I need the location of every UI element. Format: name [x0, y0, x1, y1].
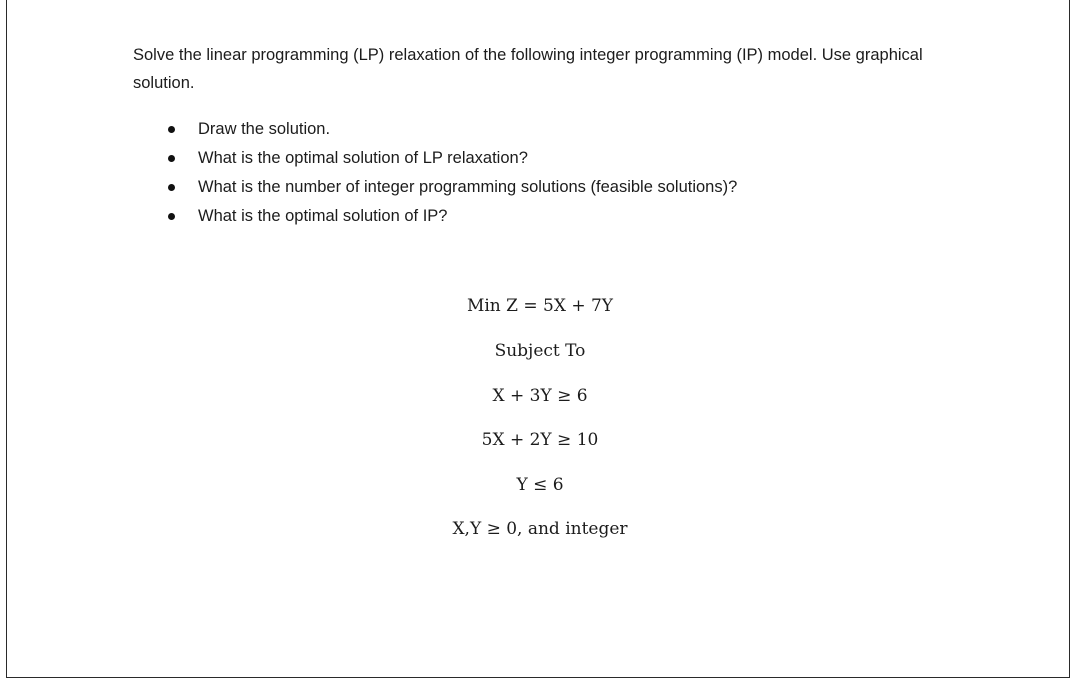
question-item — [163, 202, 737, 231]
constraint-2: 5X + 2Y ≥ 10 — [481, 430, 599, 450]
constraint-3: Y ≤ 6 — [516, 475, 564, 495]
bullet-dot-icon — [168, 213, 175, 220]
constraint-1: X + 3Y ≥ 6 — [492, 386, 588, 406]
problem-statement: Solve the linear programming (LP) relaxation of the following integer programming (IP) model. Use graphical solution. — [133, 46, 923, 92]
bullet-dot-icon — [168, 184, 175, 191]
question-item — [163, 115, 737, 144]
objective-function: Min Z = 5X + 7Y — [466, 296, 614, 316]
subject-to-label: Subject To — [494, 341, 586, 361]
page-border — [6, 0, 1070, 678]
bullet-dot-icon — [168, 126, 175, 133]
bullet-dot-icon — [168, 155, 175, 162]
question-item — [163, 173, 737, 202]
domain-constraint: X,Y ≥ 0, and integer — [452, 519, 628, 539]
question-text: What is the optimal solution of LP relaxation? — [198, 149, 528, 167]
question-text: Draw the solution. — [198, 120, 331, 138]
question-list — [163, 115, 737, 231]
question-item — [163, 144, 737, 173]
question-text: What is the optimal solution of IP? — [198, 207, 448, 225]
question-text: What is the number of integer programming solutions (feasible solutions)? — [198, 178, 738, 196]
